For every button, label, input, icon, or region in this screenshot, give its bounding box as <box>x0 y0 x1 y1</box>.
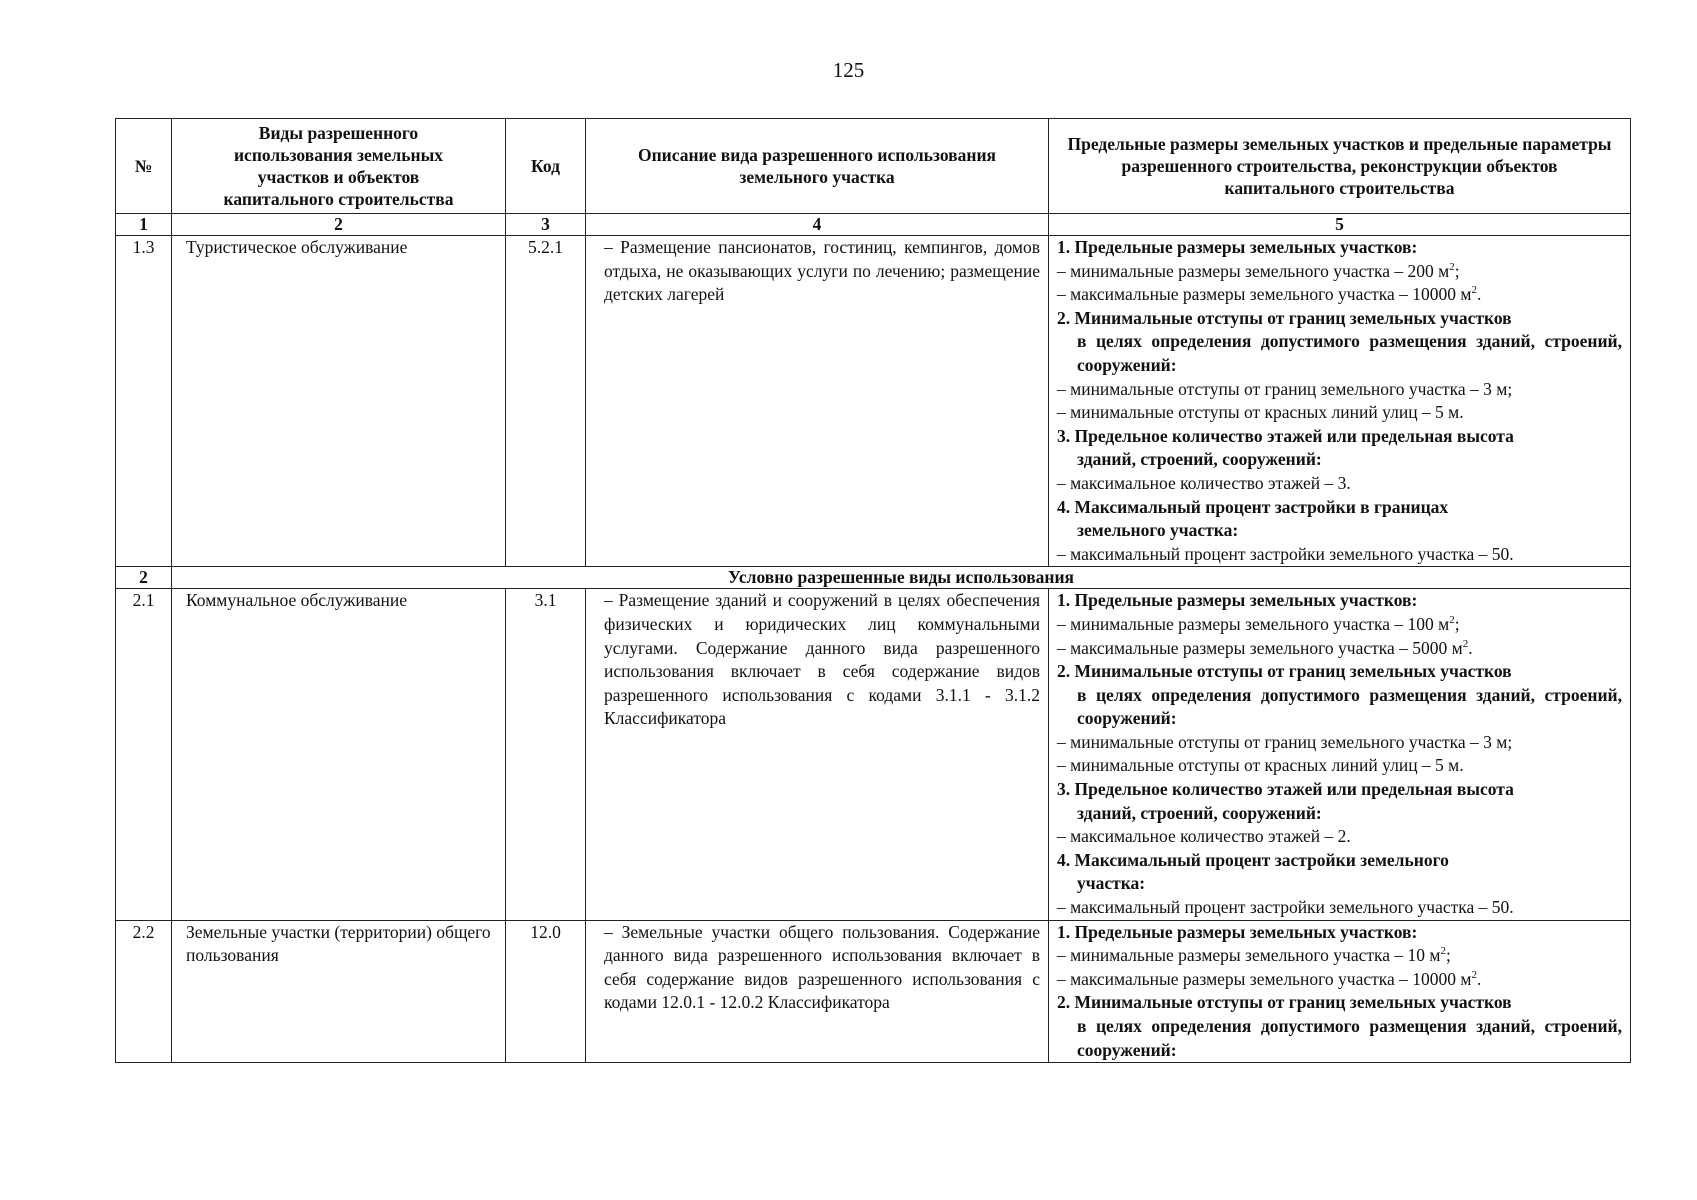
parameter-heading <box>1057 991 1622 1062</box>
superscript: 2 <box>1471 968 1477 981</box>
parameter-item: – минимальные размеры земельного участка – 100 $м^2$; <box>1057 613 1460 634</box>
parameter-item: – максимальные размеры земельного участка – 10000 $м^2$. <box>1057 968 1482 989</box>
use-description: – Земельные участки общего пользования. Содержание данного вида разрешенного использования включает в себя содержание видов разрешенного использования с кодами 12.0.1 - 12.0.2 Классификатора <box>586 920 1049 1063</box>
header-description: Описание вида разрешенного использования земельного участка <box>586 119 1049 214</box>
section-number: 2 <box>116 567 172 589</box>
parameter-heading <box>1057 307 1622 378</box>
row-number: 2.1 <box>116 589 172 920</box>
row-number: 2.2 <box>116 920 172 1063</box>
header-use-types: Виды разрешенного использования земельных участков и объектов капитального строительства <box>172 119 506 214</box>
parameter-heading-first-line: 2. Минимальные отступы от границ земельных участков <box>1057 661 1512 682</box>
column-number: 5 <box>1049 214 1631 236</box>
parameter-heading: 1. Предельные размеры земельных участков: <box>1057 590 1418 611</box>
use-description: – Размещение пансионатов, гостиниц, кемпингов, домов отдыха, не оказывающих услуги по лечению; размещение детских лагерей <box>586 236 1049 567</box>
parameters-cell <box>1049 236 1631 567</box>
use-code: 5.2.1 <box>506 236 586 567</box>
parameter-item: – максимальное количество этажей – 2. <box>1057 826 1351 847</box>
parameter-item: – максимальные размеры земельного участка – 5000 $м^2$. <box>1057 637 1473 658</box>
parameter-heading-continuation: участка: <box>1077 873 1146 894</box>
parameter-item: – максимальные размеры земельного участка – 10000 $м^2$. <box>1057 284 1482 305</box>
use-type-name: Земельные участки (территории) общего пользования <box>172 920 506 1063</box>
parameter-heading <box>1057 778 1622 825</box>
table-header-row <box>116 119 1631 214</box>
parameter-item: – минимальные отступы от границ земельного участка – 3 м; <box>1057 731 1513 752</box>
parameter-heading-continuation: зданий, строений, сооружений: <box>1077 802 1322 823</box>
parameter-heading-continuation: в целях определения допустимого размещения зданий, строений, сооружений: <box>1077 684 1622 729</box>
parameter-heading <box>1057 849 1622 896</box>
use-type-name: Туристическое обслуживание <box>172 236 506 567</box>
parameter-item: – минимальные отступы от красных линий улиц – 5 м. <box>1057 402 1464 423</box>
header-code: Код <box>506 119 586 214</box>
parameter-item: – минимальные размеры земельного участка – 200 $м^2$; <box>1057 260 1460 281</box>
page-number: 125 <box>832 58 865 82</box>
parameter-item: – минимальные отступы от красных линий улиц – 5 м. <box>1057 755 1464 776</box>
superscript: 2 <box>1449 614 1455 627</box>
parameter-item: – максимальный процент застройки земельного участка – 50. <box>1057 897 1514 918</box>
section-row <box>116 567 1631 589</box>
parameter-heading-first-line: 2. Минимальные отступы от границ земельных участков <box>1057 992 1512 1013</box>
parameter-heading-first-line: 4. Максимальный процент застройки в границах <box>1057 496 1449 517</box>
table-row <box>116 589 1631 920</box>
table-row <box>116 920 1631 1063</box>
parameter-heading-first-line: 2. Минимальные отступы от границ земельных участков <box>1057 307 1512 328</box>
section-title: Условно разрешенные виды использования <box>172 567 1631 589</box>
use-type-name: Коммунальное обслуживание <box>172 589 506 920</box>
parameter-heading: 1. Предельные размеры земельных участков: <box>1057 921 1418 942</box>
superscript: 2 <box>1471 284 1477 297</box>
superscript: 2 <box>1462 637 1469 650</box>
column-number: 1 <box>116 214 172 236</box>
parameter-item: – максимальное количество этажей – 3. <box>1057 472 1351 493</box>
parameter-heading <box>1057 425 1622 472</box>
parameter-heading-first-line: 3. Предельное количество этажей или предельная высота <box>1057 779 1514 800</box>
superscript: 2 <box>1440 945 1446 958</box>
use-description: – Размещение зданий и сооружений в целях обеспечения физических и юридических лиц коммунальными услугами. Содержание данного вида разрешенного использования включает в себя содержание видов разрешенного использования с кодами 3.1.1 - 3.1.2 Классификатора <box>586 589 1049 920</box>
header-parameters: Предельные размеры земельных участков и предельные параметры разрешенного строительства, реконструкции объектов капитального строительства <box>1049 119 1631 214</box>
row-number: 1.3 <box>116 236 172 567</box>
parameters-cell <box>1049 920 1631 1063</box>
parameter-heading-continuation: в целях определения допустимого размещения зданий, строений, сооружений: <box>1077 331 1622 375</box>
column-number: 4 <box>586 214 1049 236</box>
parameter-heading: 1. Предельные размеры земельных участков: <box>1057 237 1418 257</box>
column-number: 3 <box>506 214 586 236</box>
parameter-item: – максимальный процент застройки земельного участка – 50. <box>1057 543 1514 564</box>
parameter-heading-continuation: земельного участка: <box>1077 520 1239 541</box>
superscript: 2 <box>1449 260 1455 273</box>
parameter-item: – минимальные отступы от границ земельного участка – 3 м; <box>1057 378 1513 399</box>
parameter-heading-first-line: 4. Максимальный процент застройки земельного <box>1057 849 1449 870</box>
parameter-heading-continuation: зданий, строений, сооружений: <box>1077 449 1322 470</box>
header-number: № <box>116 119 172 214</box>
parameter-heading <box>1057 660 1622 731</box>
parameter-item: – минимальные размеры земельного участка – 10 $м^2$; <box>1057 945 1451 966</box>
use-code: 12.0 <box>506 920 586 1063</box>
parameter-heading-first-line: 3. Предельное количество этажей или предельная высота <box>1057 425 1514 446</box>
table-row <box>116 236 1631 567</box>
parameter-heading <box>1057 496 1622 543</box>
parameters-cell <box>1049 589 1631 920</box>
column-number: 2 <box>172 214 506 236</box>
land-use-table <box>115 118 1631 1063</box>
column-number-row <box>116 214 1631 236</box>
use-code: 3.1 <box>506 589 586 920</box>
parameter-heading-continuation: в целях определения допустимого размещения зданий, строений, сооружений: <box>1077 1016 1622 1060</box>
